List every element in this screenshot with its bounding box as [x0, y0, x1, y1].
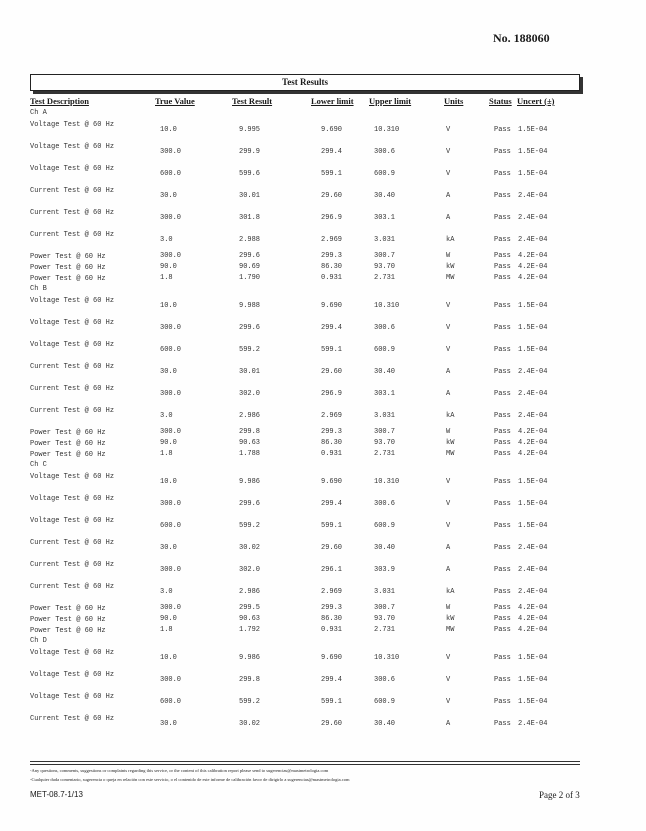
- cell-unc: 1.5E-04: [518, 500, 548, 508]
- col-header-uncert: Uncert (±): [517, 96, 555, 106]
- cell-unit: MW: [446, 274, 455, 282]
- cell-unit: kW: [446, 439, 455, 447]
- test-description: Current Test @ 60 Hz: [30, 363, 115, 371]
- test-description: Current Test @ 60 Hz: [30, 407, 115, 415]
- cell-true: 10.0: [160, 302, 177, 310]
- cell-unit: V: [446, 698, 451, 706]
- cell-up: 10.310: [374, 302, 400, 310]
- cell-up: 300.7: [374, 428, 396, 436]
- cell-true: 3.0: [160, 588, 173, 596]
- cell-unit: A: [446, 390, 451, 398]
- cell-status: Pass: [494, 412, 511, 420]
- test-description: Current Test @ 60 Hz: [30, 231, 115, 239]
- cell-status: Pass: [494, 126, 511, 134]
- cell-low: 296.9: [321, 214, 343, 222]
- cell-status: Pass: [494, 170, 511, 178]
- channel-label: Ch A: [30, 109, 47, 117]
- cell-low: 9.690: [321, 302, 343, 310]
- cell-result: 299.6: [239, 252, 261, 260]
- cell-low: 2.969: [321, 236, 343, 244]
- cell-status: Pass: [494, 214, 511, 222]
- cell-up: 300.7: [374, 252, 396, 260]
- cell-true: 1.8: [160, 626, 173, 634]
- col-header-units: Units: [444, 96, 464, 106]
- cell-unc: 1.5E-04: [518, 302, 548, 310]
- cell-status: Pass: [494, 615, 511, 623]
- cell-unit: V: [446, 148, 451, 156]
- cell-true: 10.0: [160, 654, 177, 662]
- page-number: Page 2 of 3: [539, 790, 580, 800]
- cell-status: Pass: [494, 302, 511, 310]
- cell-true: 10.0: [160, 126, 177, 134]
- cell-status: Pass: [494, 500, 511, 508]
- cell-status: Pass: [494, 263, 511, 271]
- cell-unc: 4.2E-04: [518, 439, 548, 447]
- cell-status: Pass: [494, 544, 511, 552]
- cell-result: 30.02: [239, 720, 261, 728]
- cell-unit: kW: [446, 615, 455, 623]
- cell-true: 600.0: [160, 346, 182, 354]
- cell-true: 600.0: [160, 522, 182, 530]
- cell-status: Pass: [494, 588, 511, 596]
- cell-unc: 2.4E-04: [518, 566, 548, 574]
- cell-result: 302.0: [239, 390, 261, 398]
- cell-result: 2.986: [239, 412, 261, 420]
- test-description: Voltage Test @ 60 Hz: [30, 341, 115, 349]
- cell-true: 600.0: [160, 698, 182, 706]
- cell-low: 299.3: [321, 252, 343, 260]
- cell-up: 10.310: [374, 654, 400, 662]
- test-description: Current Test @ 60 Hz: [30, 209, 115, 217]
- cell-result: 299.5: [239, 604, 261, 612]
- cell-result: 599.6: [239, 170, 261, 178]
- cell-result: 302.0: [239, 566, 261, 574]
- cell-result: 90.63: [239, 439, 261, 447]
- cell-result: 9.986: [239, 654, 261, 662]
- cell-up: 300.6: [374, 500, 396, 508]
- cell-unc: 1.5E-04: [518, 522, 548, 530]
- cell-true: 300.0: [160, 324, 182, 332]
- cell-result: 299.6: [239, 324, 261, 332]
- test-description: Current Test @ 60 Hz: [30, 583, 115, 591]
- cell-result: 30.02: [239, 544, 261, 552]
- cell-unc: 2.4E-04: [518, 236, 548, 244]
- cell-unit: A: [446, 544, 451, 552]
- cell-up: 30.40: [374, 544, 396, 552]
- test-description: Power Test @ 60 Hz: [30, 264, 106, 272]
- cell-low: 299.4: [321, 500, 343, 508]
- cell-true: 90.0: [160, 615, 177, 623]
- cell-up: 300.6: [374, 148, 396, 156]
- cell-result: 299.8: [239, 428, 261, 436]
- cell-unc: 1.5E-04: [518, 698, 548, 706]
- cell-up: 600.9: [374, 346, 396, 354]
- cell-status: Pass: [494, 676, 511, 684]
- cell-result: 9.995: [239, 126, 261, 134]
- cell-true: 3.0: [160, 236, 173, 244]
- test-description: Voltage Test @ 60 Hz: [30, 143, 115, 151]
- cell-up: 93.70: [374, 263, 396, 271]
- cell-unit: W: [446, 604, 451, 612]
- cell-status: Pass: [494, 604, 511, 612]
- cell-true: 300.0: [160, 566, 182, 574]
- cell-low: 599.1: [321, 170, 343, 178]
- cell-status: Pass: [494, 478, 511, 486]
- cell-unc: 4.2E-04: [518, 450, 548, 458]
- cell-result: 599.2: [239, 346, 261, 354]
- cell-result: 599.2: [239, 522, 261, 530]
- channel-label: Ch B: [30, 285, 47, 293]
- document-number: No. 188060: [493, 31, 550, 45]
- test-description: Voltage Test @ 60 Hz: [30, 121, 115, 129]
- test-description: Voltage Test @ 60 Hz: [30, 319, 115, 327]
- cell-result: 1.792: [239, 626, 261, 634]
- cell-result: 2.986: [239, 588, 261, 596]
- cell-true: 300.0: [160, 252, 182, 260]
- cell-up: 2.731: [374, 450, 396, 458]
- cell-unc: 4.2E-04: [518, 252, 548, 260]
- cell-low: 9.690: [321, 478, 343, 486]
- cell-up: 2.731: [374, 274, 396, 282]
- cell-status: Pass: [494, 439, 511, 447]
- cell-unc: 2.4E-04: [518, 544, 548, 552]
- cell-up: 600.9: [374, 522, 396, 530]
- col-header-test-result: Test Result: [232, 96, 273, 106]
- test-description: Power Test @ 60 Hz: [30, 275, 106, 283]
- cell-low: 86.30: [321, 439, 343, 447]
- cell-unit: kA: [446, 588, 455, 596]
- footnote-spanish: -Cualquier duda comentario, sugerencia o queja en relación con este servicio, o el contenido de este informe de calibración favor de dirigirlo a sugerencias@mastmetrologia.com: [30, 777, 350, 782]
- cell-true: 1.8: [160, 274, 173, 282]
- cell-unit: V: [446, 324, 451, 332]
- cell-status: Pass: [494, 654, 511, 662]
- cell-low: 299.4: [321, 148, 343, 156]
- cell-result: 30.01: [239, 368, 261, 376]
- cell-unit: kA: [446, 412, 455, 420]
- cell-true: 90.0: [160, 439, 177, 447]
- test-description: Voltage Test @ 60 Hz: [30, 649, 115, 657]
- cell-unc: 2.4E-04: [518, 412, 548, 420]
- cell-low: 599.1: [321, 346, 343, 354]
- cell-status: Pass: [494, 368, 511, 376]
- cell-unc: 1.5E-04: [518, 148, 548, 156]
- test-description: Current Test @ 60 Hz: [30, 539, 115, 547]
- col-header-upper-limit: Upper limit: [369, 96, 412, 106]
- footnote-english: -Any questions, comments, suggestions or complaints regarding this service, or the content of this calibration report please send to sugerencias@mastmetrologia.com: [30, 768, 329, 773]
- cell-up: 10.310: [374, 126, 400, 134]
- cell-result: 1.790: [239, 274, 261, 282]
- cell-low: 0.931: [321, 274, 343, 282]
- cell-unit: V: [446, 676, 451, 684]
- test-description: Voltage Test @ 60 Hz: [30, 297, 115, 305]
- cell-unit: A: [446, 566, 451, 574]
- cell-low: 29.60: [321, 368, 343, 376]
- cell-low: 86.30: [321, 263, 343, 271]
- cell-unc: 2.4E-04: [518, 192, 548, 200]
- cell-up: 3.031: [374, 236, 396, 244]
- cell-true: 30.0: [160, 720, 177, 728]
- cell-up: 600.9: [374, 698, 396, 706]
- cell-true: 300.0: [160, 390, 182, 398]
- cell-unc: 4.2E-04: [518, 626, 548, 634]
- cell-true: 300.0: [160, 214, 182, 222]
- cell-unit: W: [446, 252, 451, 260]
- form-id: MET-08.7-1/13: [30, 790, 83, 799]
- test-description: Power Test @ 60 Hz: [30, 616, 106, 624]
- cell-low: 29.60: [321, 720, 343, 728]
- cell-low: 599.1: [321, 522, 343, 530]
- col-header-status: Status: [489, 96, 512, 106]
- cell-status: Pass: [494, 274, 511, 282]
- cell-low: 299.3: [321, 428, 343, 436]
- test-description: Power Test @ 60 Hz: [30, 451, 106, 459]
- cell-unit: V: [446, 302, 451, 310]
- cell-unc: 4.2E-04: [518, 274, 548, 282]
- test-description: Power Test @ 60 Hz: [30, 440, 106, 448]
- test-description: Voltage Test @ 60 Hz: [30, 517, 115, 525]
- cell-up: 30.40: [374, 192, 396, 200]
- cell-unit: A: [446, 192, 451, 200]
- cell-up: 93.70: [374, 615, 396, 623]
- cell-low: 296.1: [321, 566, 343, 574]
- cell-true: 300.0: [160, 604, 182, 612]
- cell-unit: A: [446, 368, 451, 376]
- cell-up: 303.1: [374, 214, 396, 222]
- cell-result: 9.988: [239, 302, 261, 310]
- cell-status: Pass: [494, 390, 511, 398]
- cell-true: 300.0: [160, 676, 182, 684]
- cell-low: 9.690: [321, 654, 343, 662]
- cell-status: Pass: [494, 236, 511, 244]
- cell-true: 30.0: [160, 368, 177, 376]
- cell-low: 2.969: [321, 412, 343, 420]
- cell-result: 301.8: [239, 214, 261, 222]
- channel-label: Ch C: [30, 461, 47, 469]
- test-description: Power Test @ 60 Hz: [30, 605, 106, 613]
- test-description: Power Test @ 60 Hz: [30, 253, 106, 261]
- cell-unit: V: [446, 346, 451, 354]
- cell-status: Pass: [494, 720, 511, 728]
- cell-status: Pass: [494, 522, 511, 530]
- cell-result: 299.8: [239, 676, 261, 684]
- cell-result: 299.9: [239, 148, 261, 156]
- cell-low: 299.3: [321, 604, 343, 612]
- cell-unc: 2.4E-04: [518, 720, 548, 728]
- cell-up: 300.6: [374, 324, 396, 332]
- cell-result: 9.986: [239, 478, 261, 486]
- cell-low: 9.690: [321, 126, 343, 134]
- cell-status: Pass: [494, 148, 511, 156]
- cell-true: 30.0: [160, 192, 177, 200]
- footer-divider: [30, 761, 580, 762]
- cell-low: 0.931: [321, 450, 343, 458]
- cell-unc: 1.5E-04: [518, 170, 548, 178]
- test-description: Power Test @ 60 Hz: [30, 627, 106, 635]
- cell-status: Pass: [494, 324, 511, 332]
- cell-low: 0.931: [321, 626, 343, 634]
- cell-low: 29.60: [321, 192, 343, 200]
- cell-unit: V: [446, 478, 451, 486]
- cell-status: Pass: [494, 698, 511, 706]
- cell-low: 299.4: [321, 676, 343, 684]
- cell-up: 303.9: [374, 566, 396, 574]
- cell-up: 2.731: [374, 626, 396, 634]
- cell-true: 600.0: [160, 170, 182, 178]
- cell-status: Pass: [494, 450, 511, 458]
- cell-up: 600.9: [374, 170, 396, 178]
- cell-unc: 2.4E-04: [518, 390, 548, 398]
- cell-true: 300.0: [160, 428, 182, 436]
- cell-unc: 2.4E-04: [518, 214, 548, 222]
- cell-unc: 4.2E-04: [518, 428, 548, 436]
- cell-unc: 1.5E-04: [518, 126, 548, 134]
- cell-status: Pass: [494, 428, 511, 436]
- footer-divider: [30, 764, 580, 765]
- cell-status: Pass: [494, 192, 511, 200]
- cell-status: Pass: [494, 346, 511, 354]
- cell-true: 1.8: [160, 450, 173, 458]
- cell-unit: V: [446, 654, 451, 662]
- cell-low: 299.4: [321, 324, 343, 332]
- cell-unc: 2.4E-04: [518, 368, 548, 376]
- cell-up: 30.40: [374, 720, 396, 728]
- cell-unit: kW: [446, 263, 455, 271]
- cell-unc: 1.5E-04: [518, 654, 548, 662]
- cell-true: 30.0: [160, 544, 177, 552]
- col-header-true-value: True Value: [155, 96, 195, 106]
- test-description: Current Test @ 60 Hz: [30, 385, 115, 393]
- cell-up: 300.7: [374, 604, 396, 612]
- cell-unit: V: [446, 522, 451, 530]
- cell-unc: 4.2E-04: [518, 263, 548, 271]
- cell-status: Pass: [494, 566, 511, 574]
- cell-result: 1.788: [239, 450, 261, 458]
- col-header-lower-limit: Lower limit: [311, 96, 354, 106]
- cell-up: 3.031: [374, 588, 396, 596]
- cell-result: 599.2: [239, 698, 261, 706]
- cell-unc: 4.2E-04: [518, 604, 548, 612]
- test-description: Current Test @ 60 Hz: [30, 715, 115, 723]
- cell-low: 296.9: [321, 390, 343, 398]
- cell-unit: A: [446, 214, 451, 222]
- test-description: Voltage Test @ 60 Hz: [30, 671, 115, 679]
- col-header-description: Test Description: [30, 96, 89, 106]
- cell-true: 300.0: [160, 148, 182, 156]
- cell-unit: W: [446, 428, 451, 436]
- test-description: Current Test @ 60 Hz: [30, 187, 115, 195]
- cell-unc: 1.5E-04: [518, 478, 548, 486]
- cell-up: 30.40: [374, 368, 396, 376]
- cell-up: 10.310: [374, 478, 400, 486]
- cell-unc: 1.5E-04: [518, 324, 548, 332]
- cell-unit: V: [446, 170, 451, 178]
- channel-label: Ch D: [30, 637, 47, 645]
- cell-unc: 1.5E-04: [518, 676, 548, 684]
- cell-unit: MW: [446, 626, 455, 634]
- test-description: Voltage Test @ 60 Hz: [30, 165, 115, 173]
- cell-true: 10.0: [160, 478, 177, 486]
- cell-status: Pass: [494, 252, 511, 260]
- test-description: Voltage Test @ 60 Hz: [30, 693, 115, 701]
- cell-low: 29.60: [321, 544, 343, 552]
- test-description: Power Test @ 60 Hz: [30, 429, 106, 437]
- cell-low: 2.969: [321, 588, 343, 596]
- cell-up: 303.1: [374, 390, 396, 398]
- cell-unc: 4.2E-04: [518, 615, 548, 623]
- cell-low: 599.1: [321, 698, 343, 706]
- cell-unit: V: [446, 126, 451, 134]
- cell-up: 3.031: [374, 412, 396, 420]
- cell-up: 93.70: [374, 439, 396, 447]
- cell-unit: A: [446, 720, 451, 728]
- cell-status: Pass: [494, 626, 511, 634]
- cell-result: 30.01: [239, 192, 261, 200]
- cell-result: 2.988: [239, 236, 261, 244]
- cell-result: 90.69: [239, 263, 261, 271]
- cell-up: 300.6: [374, 676, 396, 684]
- cell-true: 300.0: [160, 500, 182, 508]
- cell-low: 86.30: [321, 615, 343, 623]
- cell-unc: 1.5E-04: [518, 346, 548, 354]
- cell-result: 299.6: [239, 500, 261, 508]
- test-description: Voltage Test @ 60 Hz: [30, 473, 115, 481]
- cell-unit: kA: [446, 236, 455, 244]
- cell-true: 3.0: [160, 412, 173, 420]
- cell-result: 90.63: [239, 615, 261, 623]
- test-description: Current Test @ 60 Hz: [30, 561, 115, 569]
- cell-unc: 2.4E-04: [518, 588, 548, 596]
- cell-unit: MW: [446, 450, 455, 458]
- cell-true: 90.0: [160, 263, 177, 271]
- test-description: Voltage Test @ 60 Hz: [30, 495, 115, 503]
- section-title: Test Results: [30, 74, 580, 91]
- cell-unit: V: [446, 500, 451, 508]
